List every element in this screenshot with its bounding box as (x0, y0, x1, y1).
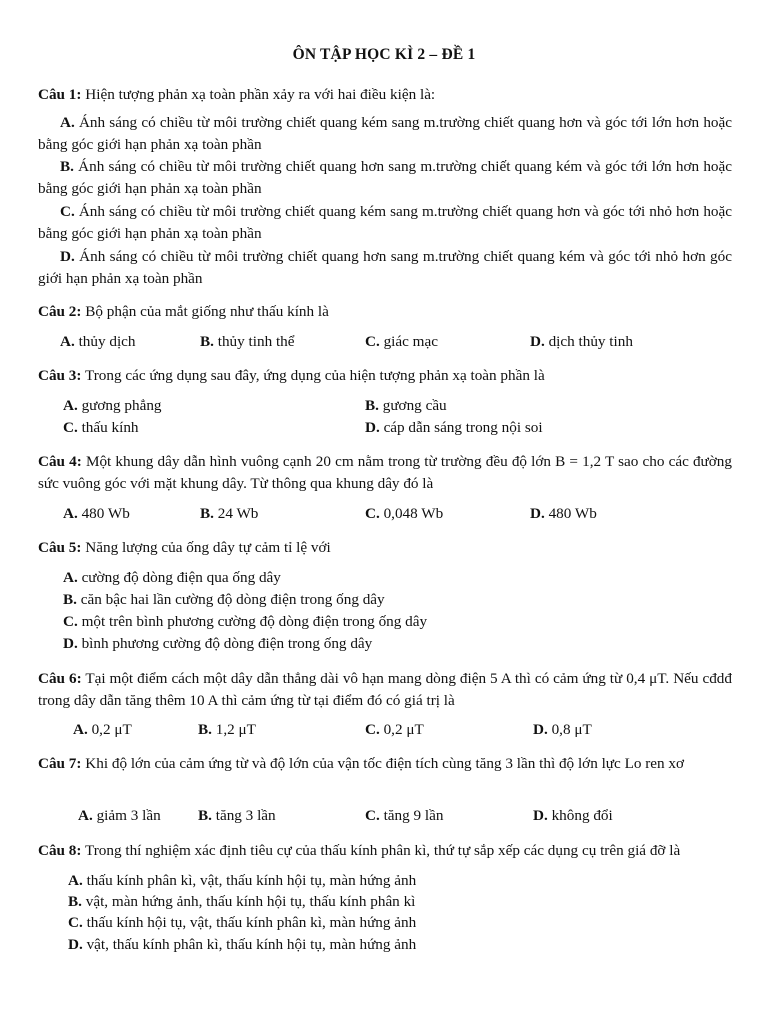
option-2d (530, 331, 633, 352)
option-3b (365, 395, 447, 416)
option-3c (63, 417, 139, 438)
option-label: D. (365, 419, 380, 436)
option-label: D. (530, 333, 545, 350)
option-text: dịch thủy tinh (544, 333, 633, 350)
option-7b (198, 805, 276, 826)
option-text: 24 Wb (213, 505, 259, 522)
question-text: Hiện tượng phản xạ toàn phần xảy ra với hai điều kiện là: (81, 86, 436, 103)
option-text: 1,2 μT (211, 721, 256, 738)
question-label: Câu 1: (38, 86, 82, 103)
option-text: gương cầu (378, 397, 447, 414)
question-label: Câu 8: (38, 842, 82, 859)
question-7 (38, 753, 732, 775)
option-label: D. (533, 807, 548, 824)
option-1d (38, 246, 732, 290)
option-label: C. (365, 505, 380, 522)
option-label: B. (198, 807, 212, 824)
option-text: thủy tinh thể (213, 333, 295, 350)
option-text: 0,048 Wb (379, 505, 444, 522)
option-text: tăng 3 lần (211, 807, 276, 824)
option-2b (200, 331, 295, 352)
option-3a (63, 395, 162, 416)
option-text: 0,2 μT (379, 721, 424, 738)
option-label: B. (365, 397, 379, 414)
option-1c (38, 201, 732, 245)
option-label: C. (365, 333, 380, 350)
option-4d (530, 503, 597, 524)
question-text: Tại một điểm cách một dây dẫn thẳng dài vô hạn mang dòng điện 5 A thì có cảm ứng từ 0,4 μT. Nếu cđdđ trong dây dẫn tăng thêm 10 A thì cảm ứng từ tại điểm đó có giá trị là (38, 670, 732, 709)
option-6a (73, 719, 132, 740)
option-text: một trên bình phương cường độ dòng điện trong ống dây (77, 613, 428, 630)
question-label: Câu 3: (38, 367, 82, 384)
question-label: Câu 7: (38, 755, 82, 772)
option-label: B. (68, 893, 82, 910)
option-text: 480 Wb (77, 505, 130, 522)
option-4b (200, 503, 258, 524)
question-label: Câu 4: (38, 453, 82, 470)
option-text: thấu kính (77, 419, 139, 436)
option-4a (63, 503, 130, 524)
option-label: D. (60, 248, 75, 265)
option-text: cường độ dòng điện qua ống dây (77, 569, 281, 586)
question-text: Khi độ lớn của cảm ứng từ và độ lớn của vận tốc điện tích cùng tăng 3 lần thì độ lớn lực Lo ren xơ (81, 755, 685, 772)
question-label: Câu 2: (38, 303, 82, 320)
option-text: Ánh sáng có chiều từ môi trường chiết quang kém sang m.trường chiết quang hơn và góc tới nhỏ hơn hoặc bằng góc giới hạn phản xạ toàn phần (38, 203, 732, 242)
option-label: C. (60, 203, 75, 220)
option-text: vật, thấu kính phân kì, thấu kính hội tụ, màn hứng ảnh (82, 936, 417, 953)
question-label: Câu 6: (38, 670, 82, 687)
option-text: Ánh sáng có chiều từ môi trường chiết quang hơn sang m.trường chiết quang kém và góc tới lớn hơn hoặc bằng góc giới hạn phản xạ toàn phần (38, 158, 732, 197)
page-title: ÔN TẬP HỌC KÌ 2 – ĐỀ 1 (292, 46, 476, 63)
option-label: D. (533, 721, 548, 738)
option-label: A. (60, 114, 75, 131)
option-text: tăng 9 lần (379, 807, 444, 824)
option-label: A. (63, 505, 78, 522)
question-4 (38, 451, 732, 494)
option-text: 0,8 μT (547, 721, 592, 738)
option-6d (533, 719, 592, 740)
option-text: không đổi (547, 807, 613, 824)
option-label: A. (63, 569, 78, 586)
option-7a (78, 805, 161, 826)
question-text: Bộ phận của mắt giống như thấu kính là (81, 303, 329, 320)
option-label: A. (78, 807, 93, 824)
option-5d (63, 633, 372, 654)
question-text: Trong các ứng dụng sau đây, ứng dụng của hiện tượng phản xạ toàn phần là (81, 367, 545, 384)
option-5a (63, 567, 281, 588)
option-label: A. (60, 333, 75, 350)
option-text: 480 Wb (544, 505, 597, 522)
option-label: A. (63, 397, 78, 414)
option-label: D. (63, 635, 78, 652)
option-4c (365, 503, 443, 524)
option-text: 0,2 μT (87, 721, 132, 738)
option-5b (63, 589, 385, 610)
option-8b (68, 891, 415, 912)
option-label: B. (200, 505, 214, 522)
question-text: Một khung dây dẫn hình vuông cạnh 20 cm nằm trong từ trường đều độ lớn B = 1,2 T sao cho các đường sức vuông góc với mặt khung dây. Từ thông qua khung dây đó là (38, 453, 732, 492)
option-text: giảm 3 lần (92, 807, 161, 824)
option-label: C. (365, 721, 380, 738)
option-5c (63, 611, 427, 632)
question-text: Năng lượng của ống dây tự cảm tỉ lệ với (81, 539, 331, 556)
option-8a (68, 870, 416, 891)
option-label: B. (200, 333, 214, 350)
option-text: Ánh sáng có chiều từ môi trường chiết quang hơn sang m.trường chiết quang kém và góc tới nhỏ hơn góc giới hạn phản xạ toàn phần (38, 248, 732, 287)
option-1a (38, 112, 732, 156)
option-8d (68, 934, 416, 955)
question-text: Trong thí nghiệm xác định tiêu cự của thấu kính phân kì, thứ tự sắp xếp các dụng cụ trên giá đỡ là (81, 842, 681, 859)
option-label: C. (365, 807, 380, 824)
option-text: giác mạc (379, 333, 438, 350)
option-label: D. (68, 936, 83, 953)
option-3d (365, 417, 543, 438)
option-label: C. (63, 613, 78, 630)
option-label: A. (73, 721, 88, 738)
option-label: B. (60, 158, 74, 175)
option-label: D. (530, 505, 545, 522)
option-label: C. (68, 914, 83, 931)
option-2c (365, 331, 438, 352)
question-5 (38, 537, 732, 559)
option-text: thấu kính hội tụ, vật, thấu kính phân kì, màn hứng ảnh (82, 914, 417, 931)
question-2 (38, 301, 732, 323)
option-text: thủy dịch (74, 333, 136, 350)
option-label: B. (63, 591, 77, 608)
option-text: gương phẳng (77, 397, 162, 414)
option-7c (365, 805, 443, 826)
question-label: Câu 5: (38, 539, 82, 556)
option-6b (198, 719, 256, 740)
option-6c (365, 719, 424, 740)
option-text: căn bậc hai lần cường độ dòng điện trong ống dây (76, 591, 385, 608)
option-1b (38, 156, 732, 200)
question-6 (38, 668, 732, 711)
option-text: Ánh sáng có chiều từ môi trường chiết quang kém sang m.trường chiết quang hơn và góc tới lớn hơn hoặc bằng góc giới hạn phản xạ toàn phần (38, 114, 732, 153)
option-label: C. (63, 419, 78, 436)
question-8 (38, 840, 732, 862)
option-text: bình phương cường độ dòng điện trong ống dây (77, 635, 373, 652)
question-1 (38, 84, 732, 106)
question-3 (38, 365, 732, 387)
option-text: vật, màn hứng ảnh, thấu kính hội tụ, thấu kính phân kì (81, 893, 416, 910)
option-2a (60, 331, 136, 352)
option-text: thấu kính phân kì, vật, thấu kính hội tụ, màn hứng ảnh (82, 872, 417, 889)
option-text: cáp dẫn sáng trong nội soi (379, 419, 543, 436)
option-7d (533, 805, 613, 826)
option-label: B. (198, 721, 212, 738)
option-8c (68, 912, 416, 933)
option-label: A. (68, 872, 83, 889)
